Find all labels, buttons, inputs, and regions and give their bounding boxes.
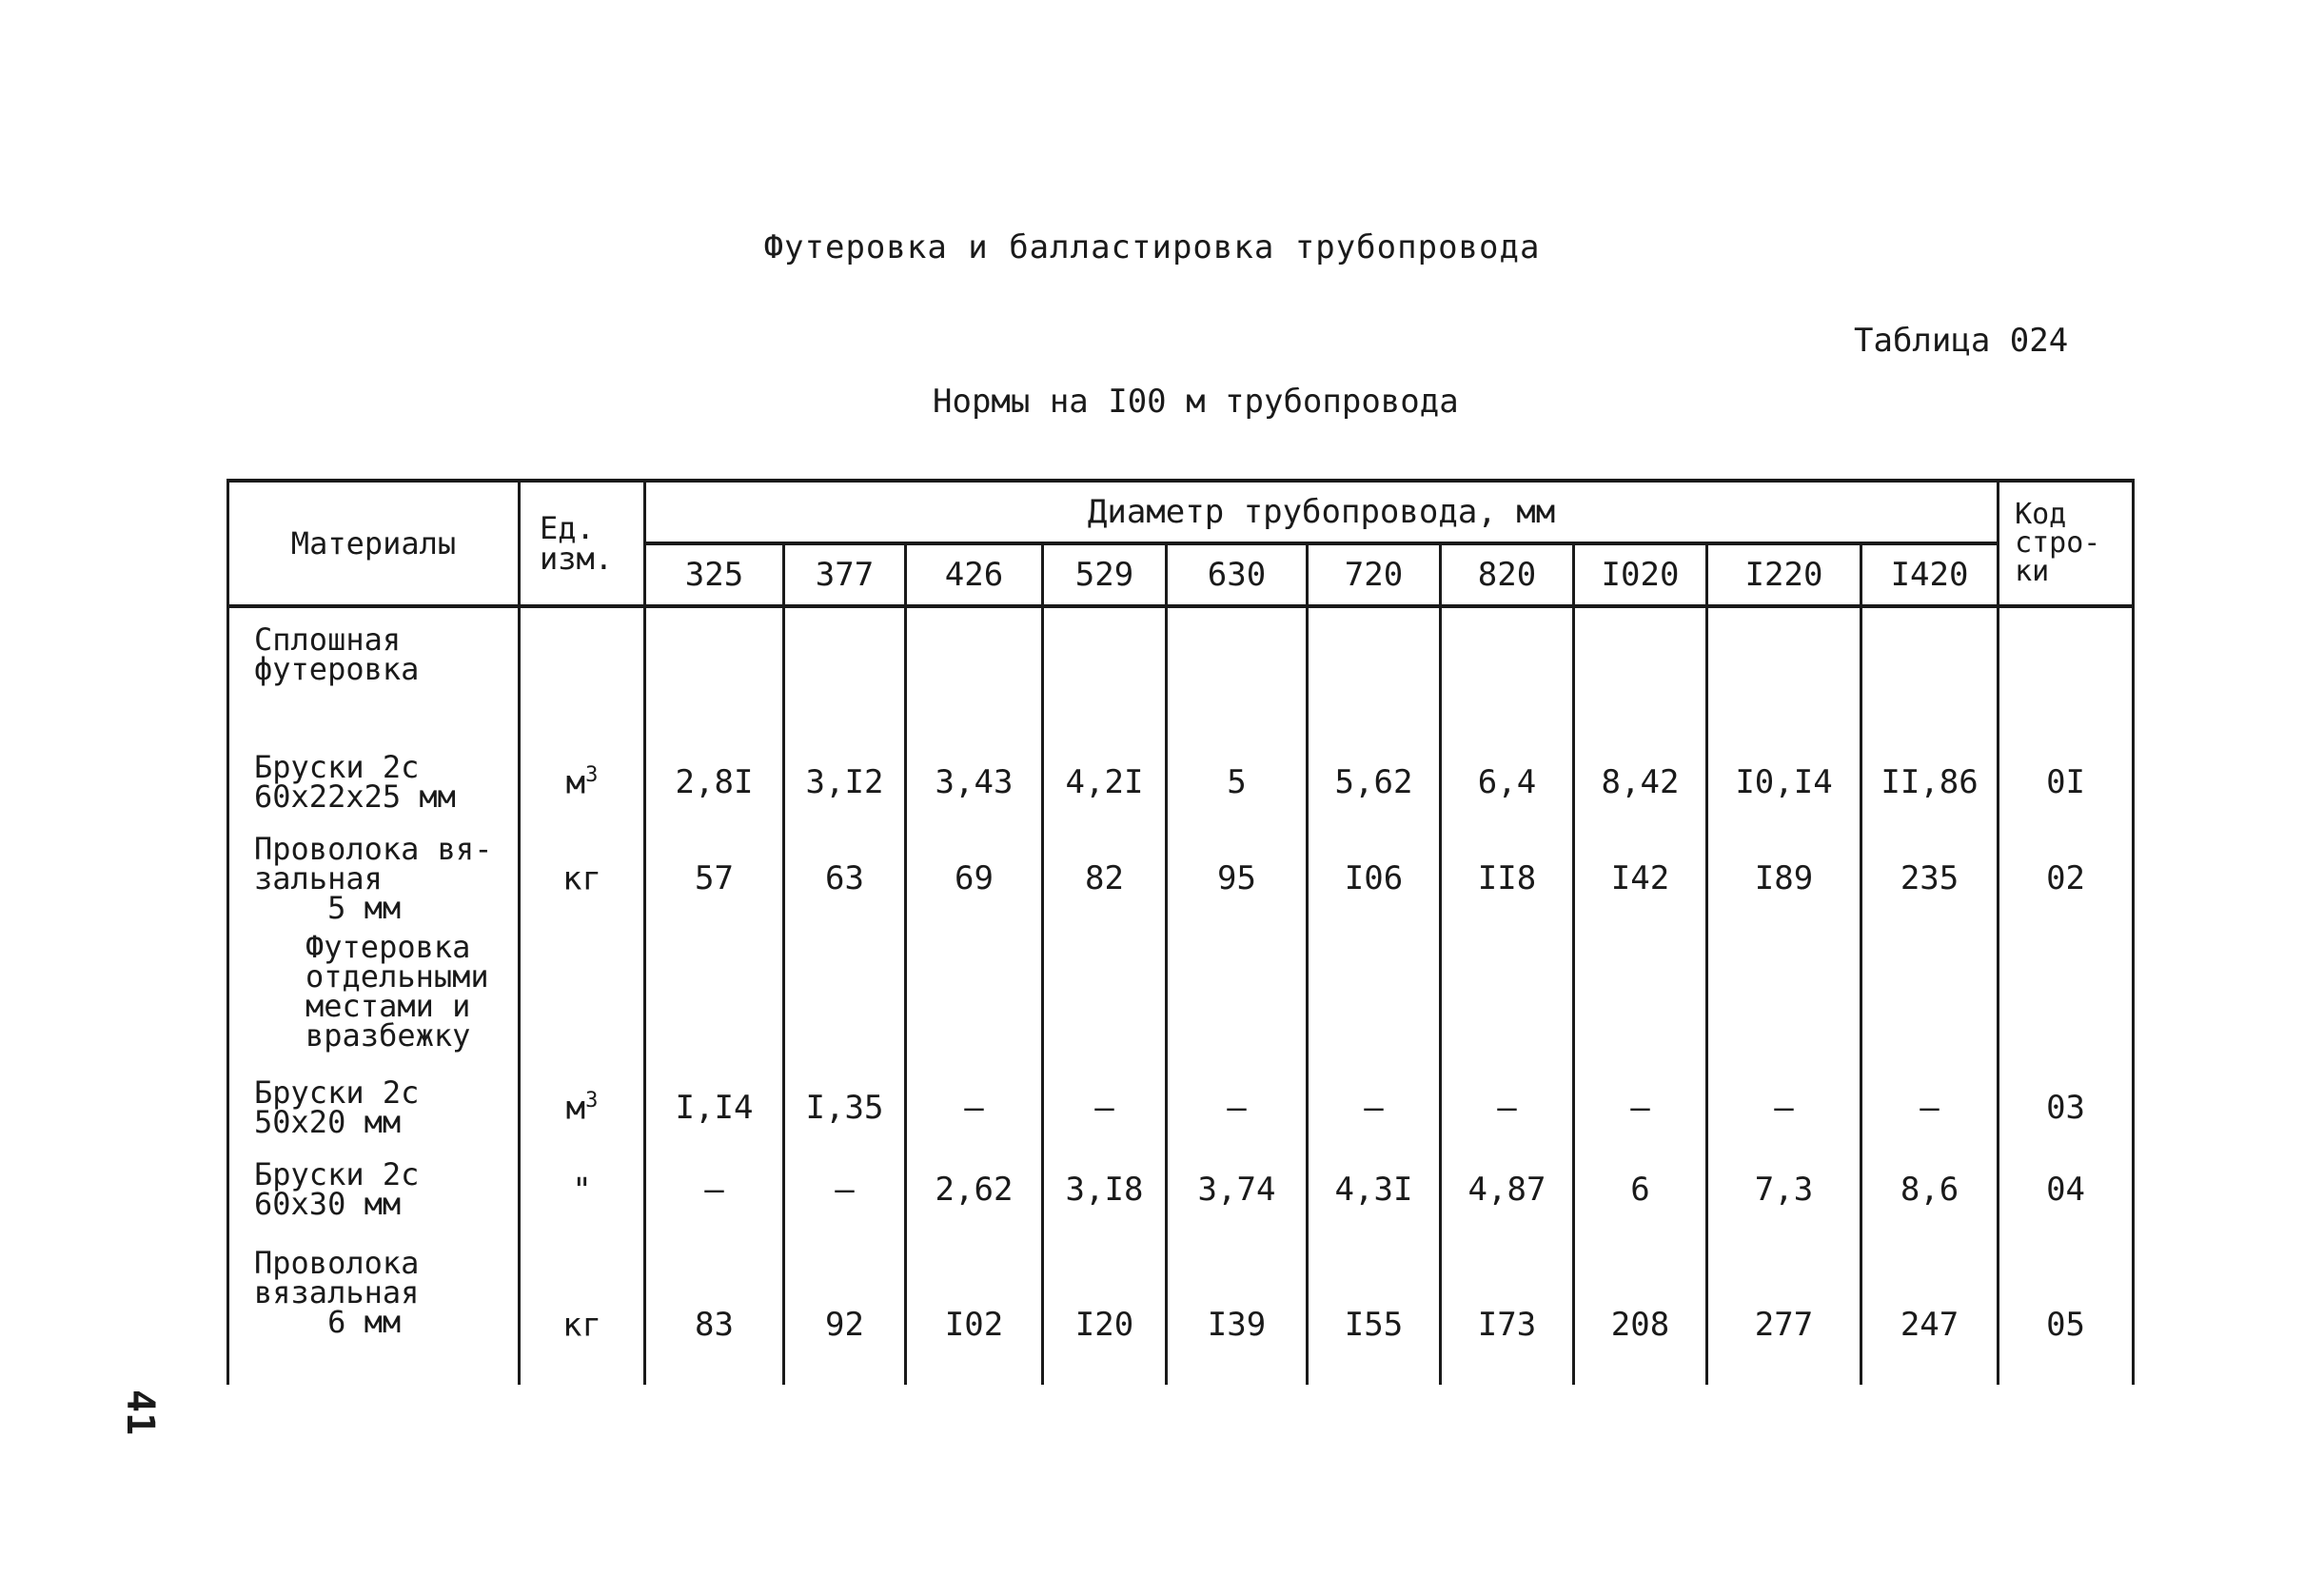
cell-value: 3,I2: [784, 739, 906, 824]
cell-value: [906, 606, 1043, 739]
cell-value: I20: [1043, 1231, 1167, 1385]
cell-value: [1861, 933, 1999, 1066]
cell-unit: [520, 933, 645, 1066]
cell-value: 3,43: [906, 739, 1043, 824]
cell-value: 235: [1861, 824, 1999, 933]
cell-unit: [520, 739, 645, 824]
cell-value: [1043, 606, 1167, 739]
unit-text: кг: [562, 859, 601, 898]
cell-value: [1861, 606, 1999, 739]
table-row: [228, 739, 2134, 824]
cell-value: –: [1167, 1066, 1308, 1149]
cell-value: 247: [1861, 1231, 1999, 1385]
cell-value: [1574, 933, 1707, 1066]
cell-value: –: [645, 1149, 784, 1231]
cell-material: Бруски 2с 60х30 мм: [228, 1149, 520, 1231]
cell-value: 92: [784, 1231, 906, 1385]
cell-value: [784, 606, 906, 739]
header-code: Код стро- ки: [1999, 481, 2134, 606]
cell-code: [1999, 933, 2134, 1066]
cell-value: [1574, 606, 1707, 739]
cell-value: –: [906, 1066, 1043, 1149]
cell-value: 6: [1574, 1149, 1707, 1231]
cell-value: 2,8I: [645, 739, 784, 824]
cell-value: I39: [1167, 1231, 1308, 1385]
cell-value: [1441, 933, 1574, 1066]
cell-value: 277: [1707, 1231, 1861, 1385]
cell-code: 03: [1999, 1066, 2134, 1149]
cell-value: 63: [784, 824, 906, 933]
cell-value: [1308, 606, 1441, 739]
cell-value: 7,3: [1707, 1149, 1861, 1231]
cell-material: Бруски 2с 60х22х25 мм: [228, 739, 520, 824]
header-diameter-7: I020: [1574, 543, 1707, 606]
cell-value: 4,87: [1441, 1149, 1574, 1231]
cell-value: II,86: [1861, 739, 1999, 824]
cell-value: 95: [1167, 824, 1308, 933]
table-row: [228, 1066, 2134, 1149]
cell-material: Сплошная футеровка: [228, 606, 520, 739]
cell-value: I06: [1308, 824, 1441, 933]
cell-value: II8: [1441, 824, 1574, 933]
document-title: Футеровка и балластировка трубопровода: [763, 228, 1541, 266]
cell-value: [1707, 933, 1861, 1066]
header-unit: Ед. изм.: [520, 481, 645, 606]
cell-material: Футеровка отдельными местами и вразбежку: [228, 933, 520, 1066]
cell-value: [1308, 933, 1441, 1066]
cell-value: 6,4: [1441, 739, 1574, 824]
unit-text: кг: [562, 1306, 601, 1345]
table-row: [228, 1231, 2134, 1385]
cell-value: 4,3I: [1308, 1149, 1441, 1231]
cell-value: 8,42: [1574, 739, 1707, 824]
cell-code: [1999, 606, 2134, 739]
cell-code: 02: [1999, 824, 2134, 933]
cell-value: –: [1707, 1066, 1861, 1149]
header-diameter-9: I420: [1861, 543, 1999, 606]
cell-value: 4,2I: [1043, 739, 1167, 824]
cell-value: I73: [1441, 1231, 1574, 1385]
unit-text: м: [565, 1088, 586, 1127]
cell-value: 5,62: [1308, 739, 1441, 824]
header-diameter-8: I220: [1707, 543, 1861, 606]
cell-unit: [520, 1066, 645, 1149]
norms-table: [226, 479, 2135, 1385]
cell-value: 57: [645, 824, 784, 933]
cell-value: –: [1861, 1066, 1999, 1149]
cell-value: 2,62: [906, 1149, 1043, 1231]
header-diameter-2: 426: [906, 543, 1043, 606]
header-diameter-0: 325: [645, 543, 784, 606]
cell-value: I,35: [784, 1066, 906, 1149]
cell-value: [906, 933, 1043, 1066]
cell-value: I89: [1707, 824, 1861, 933]
unit-text: ": [572, 1171, 592, 1210]
cell-value: [1167, 933, 1308, 1066]
header-diameter-5: 720: [1308, 543, 1441, 606]
header-diameter-group: Диаметр трубопровода, мм: [645, 481, 1999, 543]
cell-value: I,I4: [645, 1066, 784, 1149]
table-row: [228, 824, 2134, 933]
cell-value: 83: [645, 1231, 784, 1385]
header-row-1: [228, 481, 2134, 543]
cell-unit: [520, 824, 645, 933]
table-subtitle: Нормы на I00 м трубопровода: [933, 383, 1459, 421]
cell-value: [645, 933, 784, 1066]
header-diameter-3: 529: [1043, 543, 1167, 606]
cell-value: [1043, 933, 1167, 1066]
cell-material: Бруски 2с 50х20 мм: [228, 1066, 520, 1149]
cell-material: Проволока вя- зальная 5 мм: [228, 824, 520, 933]
cell-value: [645, 606, 784, 739]
table-row: [228, 933, 2134, 1066]
cell-value: –: [784, 1149, 906, 1231]
cell-value: 208: [1574, 1231, 1707, 1385]
cell-code: 05: [1999, 1231, 2134, 1385]
cell-value: –: [1574, 1066, 1707, 1149]
cell-value: I42: [1574, 824, 1707, 933]
cell-value: 69: [906, 824, 1043, 933]
page-number: 41: [118, 1389, 162, 1436]
table-number: Таблица 024: [1854, 322, 2069, 360]
cell-code: 04: [1999, 1149, 2134, 1231]
cell-value: 5: [1167, 739, 1308, 824]
table-body: [228, 606, 2134, 1385]
cell-value: –: [1308, 1066, 1441, 1149]
cell-value: [1441, 606, 1574, 739]
cell-code: 0I: [1999, 739, 2134, 824]
unit-superscript: 3: [585, 1088, 599, 1113]
unit-superscript: 3: [585, 762, 599, 787]
cell-value: 8,6: [1861, 1149, 1999, 1231]
header-materials: Материалы: [228, 481, 520, 606]
unit-text: м: [565, 763, 586, 802]
cell-value: I0,I4: [1707, 739, 1861, 824]
header-diameter-4: 630: [1167, 543, 1308, 606]
table-row: [228, 1149, 2134, 1231]
cell-value: –: [1441, 1066, 1574, 1149]
cell-value: I55: [1308, 1231, 1441, 1385]
table-row: [228, 606, 2134, 739]
cell-unit: [520, 606, 645, 739]
header-diameter-6: 820: [1441, 543, 1574, 606]
cell-value: 82: [1043, 824, 1167, 933]
cell-value: [784, 933, 906, 1066]
cell-unit: [520, 1149, 645, 1231]
cell-material: Проволока вязальная 6 мм: [228, 1231, 520, 1385]
cell-value: –: [1043, 1066, 1167, 1149]
cell-value: 3,I8: [1043, 1149, 1167, 1231]
cell-value: I02: [906, 1231, 1043, 1385]
cell-value: [1167, 606, 1308, 739]
cell-value: [1707, 606, 1861, 739]
cell-value: 3,74: [1167, 1149, 1308, 1231]
cell-unit: [520, 1231, 645, 1385]
header-diameter-1: 377: [784, 543, 906, 606]
